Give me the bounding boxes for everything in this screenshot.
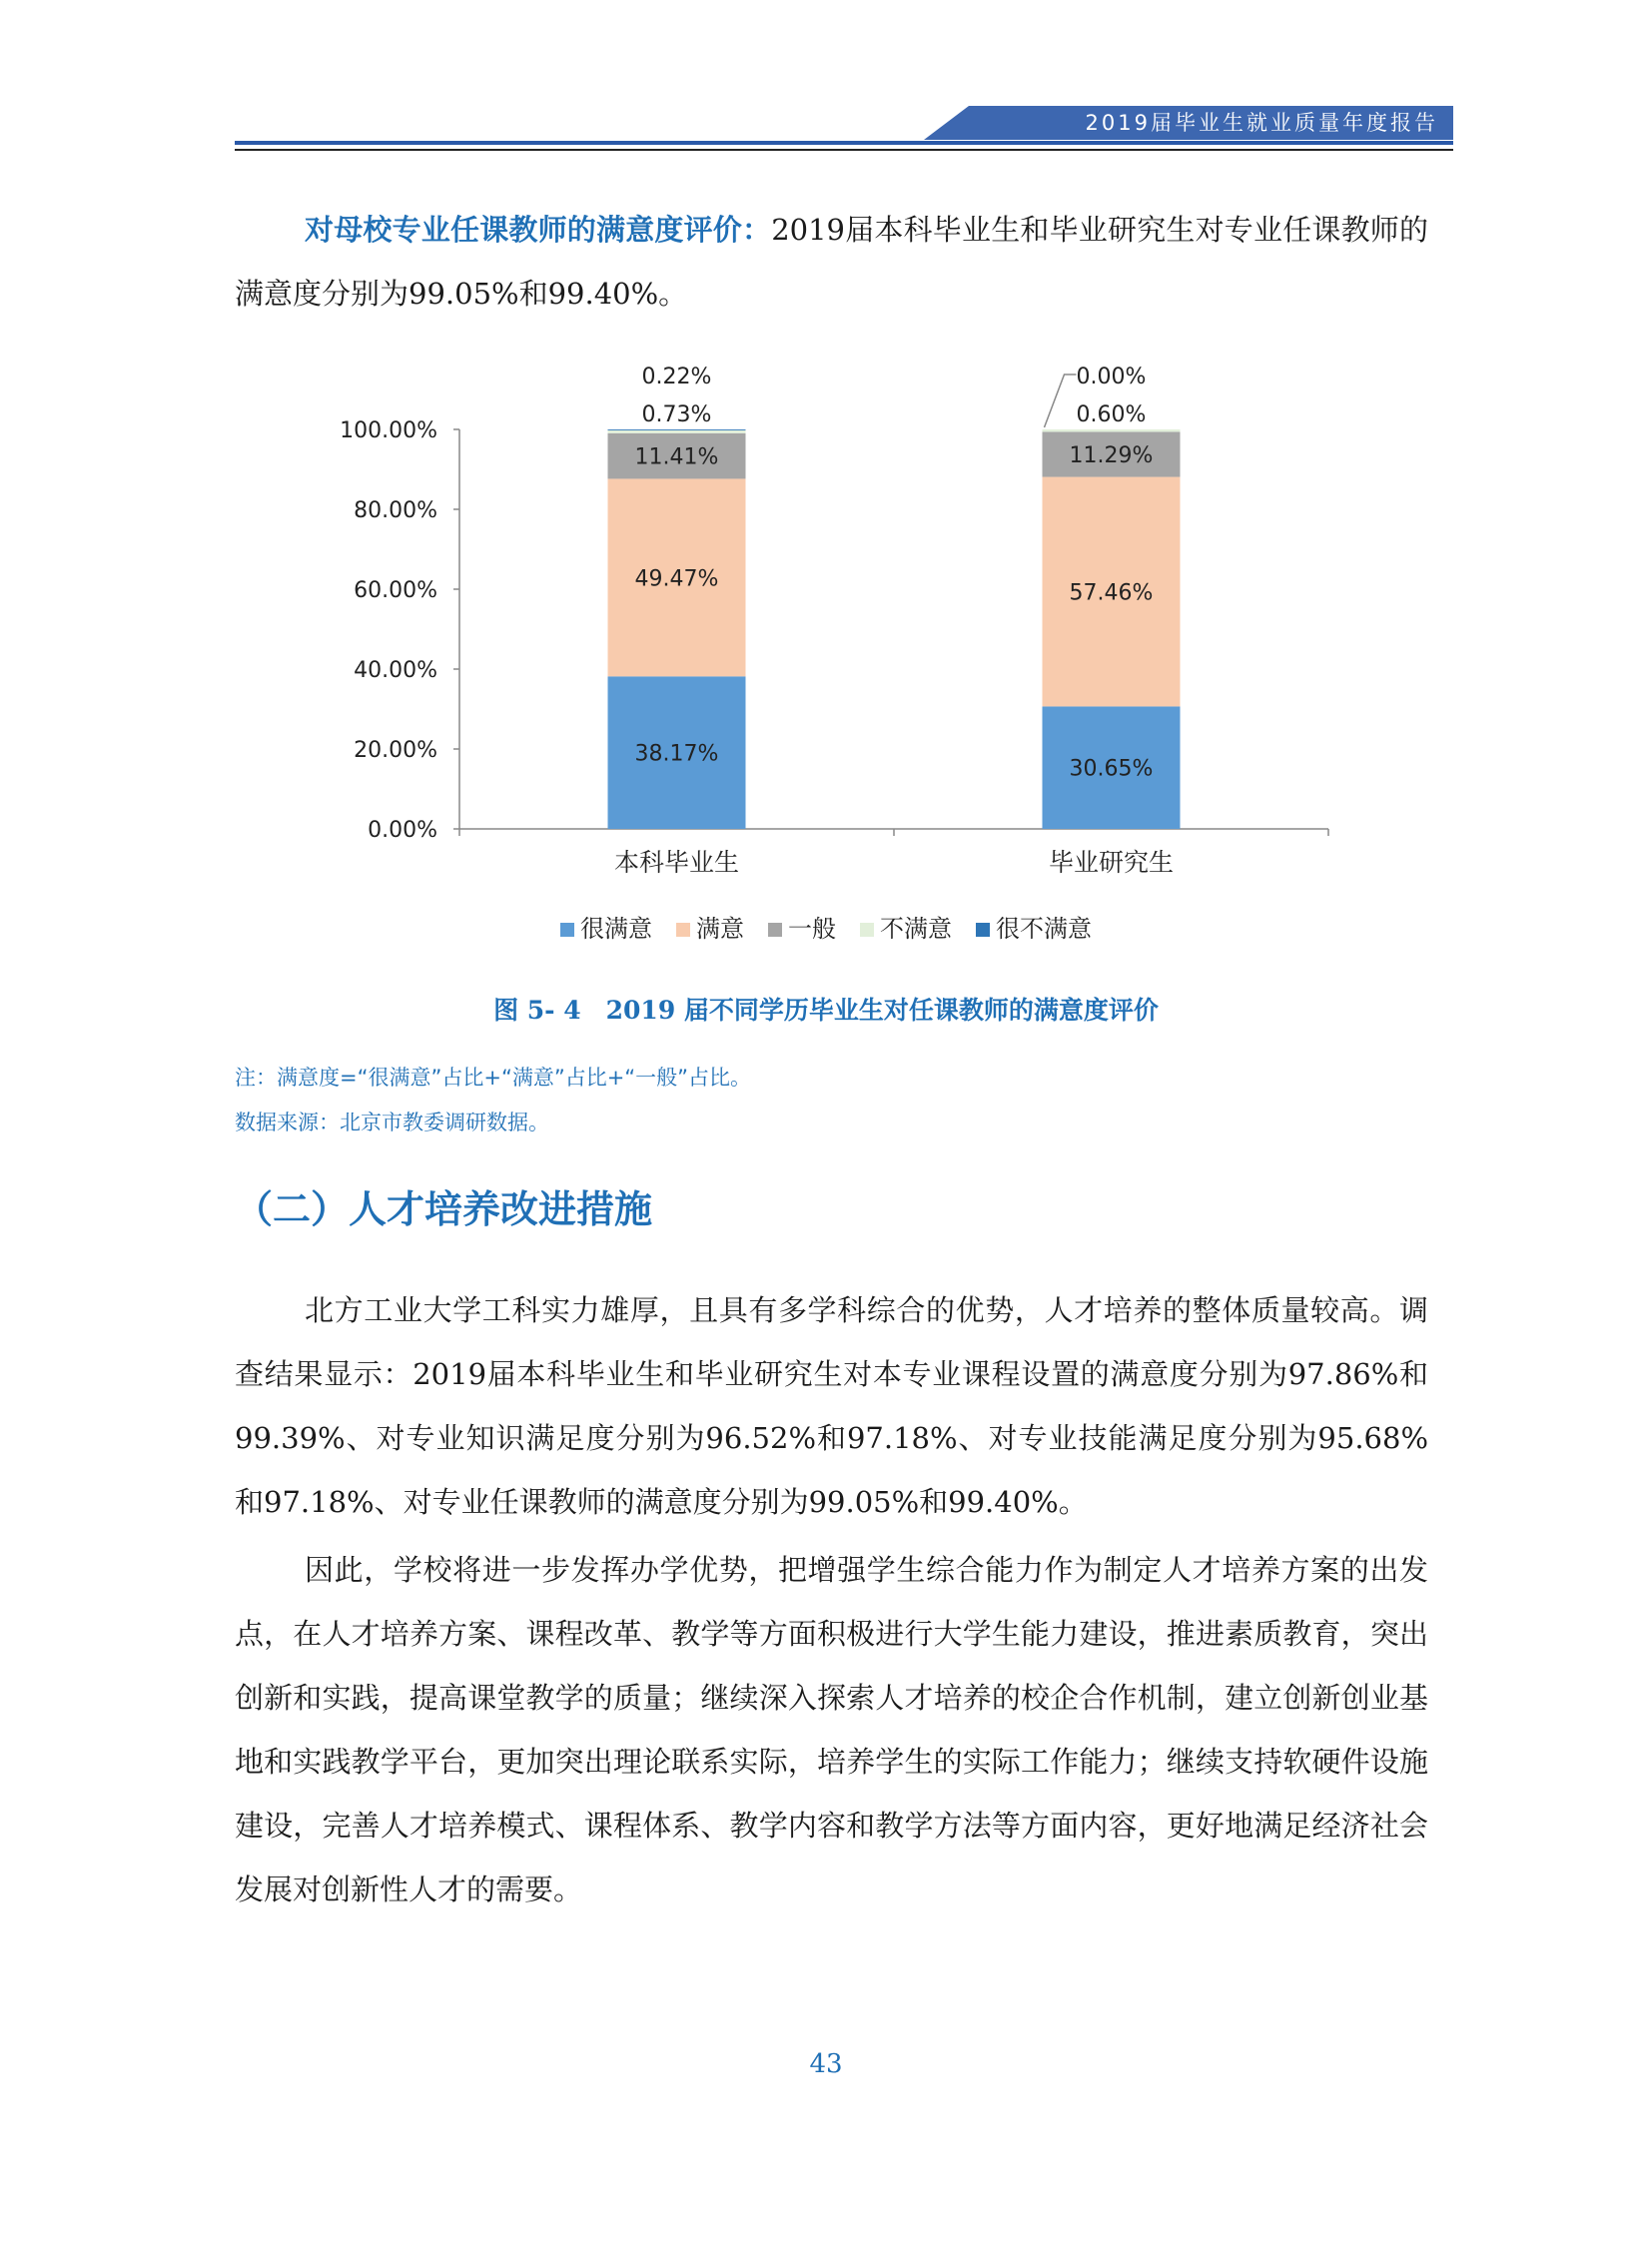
page-number: 43 [809,2049,843,2079]
data-label: 57.46% [1069,580,1154,606]
y-tick-label: 60.00% [354,578,437,603]
legend-swatch [676,923,690,937]
data-label: 11.41% [634,444,719,470]
legend-item [976,909,1092,944]
body-paragraph-2: 因此，学校将进一步发挥办学优势，把增强学生综合能力作为制定人才培养方案的出发点，在人才培养方案、课程改革、教学等方面积极进行大学生能力建设，推进素质教育，突出创新和实践，提高课堂教学的质量；继续深入探索人才培养的校企合作机制，建立创新创业基地和实践教学平台，更加突出理论联系实际，培养学生的实际工作能力；继续支持软硬件设施建设，完善人才培养模式、课程体系、教学内容和教学方法等方面内容，更好地满足经济社会发展对创新性人才的需要。 [235,1553,1428,1906]
intro-paragraph [235,198,1428,326]
data-label: 49.47% [634,566,719,592]
bar-segment [608,430,746,433]
data-label: 0.00% [1076,365,1147,389]
y-tick-label: 0.00% [368,818,437,843]
figure-caption: 图 5- 4 2019 届不同学历毕业生对任课教师的满意度评价 [493,996,1159,1025]
intro-lead: 对母校专业任课教师的满意度评价： [305,213,772,247]
section-title: （二）人才培养改进措施 [235,1187,653,1231]
y-tick-label: 40.00% [354,658,437,683]
legend-item [768,909,836,944]
body-paragraph-1: 北方工业大学工科实力雄厚，且具有多学科综合的优势，人才培养的整体质量较高。调查结果显示：2019届本科毕业生和毕业研究生对本专业课程设置的满意度分别为97.86%和99.39%、对专业知识满足度分别为96.52%和97.18%、对专业技能满足度分别为95.68%和97.18%、对专业任课教师的满意度分别为99.05%和99.40%。 [235,1293,1428,1519]
note-source: 数据来源：北京市教委调研数据。 [235,1111,549,1134]
legend-label: 一般 [788,915,836,943]
data-label: 30.65% [1069,756,1154,782]
y-tick-label: 20.00% [354,738,437,763]
y-tick-label: 80.00% [354,498,437,523]
legend-swatch [976,923,990,937]
intro-text: 2019届本科毕业生和毕业研究生对专业任课教师的满意度分别为99.05%和99.40%。 [235,213,1428,311]
note-definition: 注：满意度=“很满意”占比+“满意”占比+“一般”占比。 [235,1066,752,1090]
legend-swatch [860,923,874,937]
legend-item [560,909,652,944]
y-tick-label: 100.00% [340,418,437,443]
data-label: 38.17% [634,741,719,767]
legend-label: 很满意 [580,915,652,943]
legend-label: 很不满意 [996,915,1092,943]
legend-label: 不满意 [880,915,952,943]
bar-segment [1043,429,1181,431]
x-category-label: 毕业研究生 [1048,848,1175,877]
stacked-bar-chart [300,340,1358,899]
header-rule-blue [235,141,1453,145]
legend-swatch [560,923,574,937]
legend-item [676,909,744,944]
header-rule-dark [235,149,1453,151]
x-category-label: 本科毕业生 [613,848,740,877]
leader-line [1045,374,1077,427]
data-label: 0.73% [641,402,712,427]
legend-label: 满意 [696,915,744,943]
data-label: 0.60% [1076,402,1147,427]
chart-legend [0,909,1652,944]
legend-swatch [768,923,782,937]
header-title: 2019届毕业生就业质量年度报告 [1085,111,1438,135]
bar-segment [608,429,746,430]
data-label: 11.29% [1069,442,1154,468]
data-label: 0.22% [641,365,712,389]
legend-item [860,909,952,944]
